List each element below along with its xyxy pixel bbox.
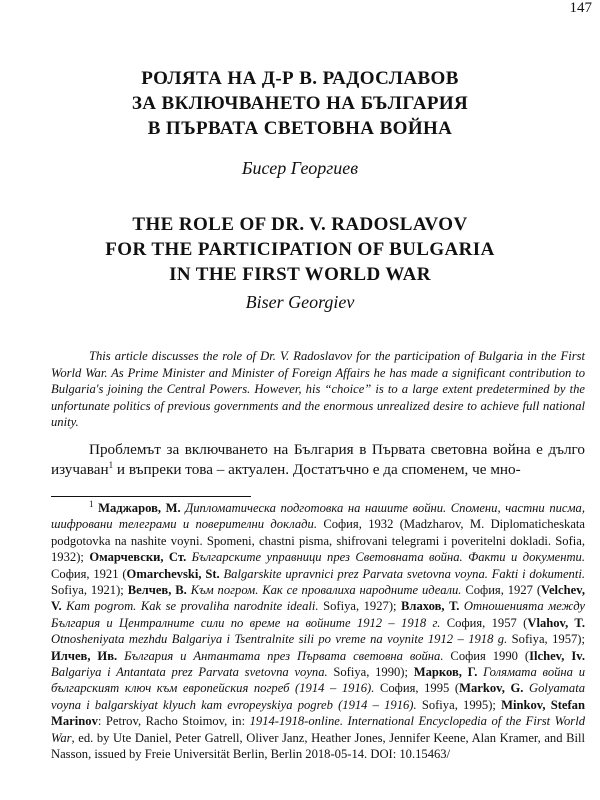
- footnote-segment: Sofiya, 1990);: [327, 665, 414, 680]
- footnote-segment: : Petrov, Racho Stoimov, in:: [97, 714, 250, 729]
- footnote-work-title: Otnosheniyata mezhdu Balgariya i Tsentralnite sili po vreme na voynite 1912 – 1918 g.: [51, 632, 508, 647]
- footnote-work-title: Kam pogrom. Kak se provaliha narodnite ideali.: [66, 599, 319, 614]
- footnote-number: 1: [89, 498, 94, 509]
- page-number: 147: [569, 0, 592, 16]
- footnote-work-title: 1914-1918-online. International Encyclopedia of the First World War: [51, 714, 585, 745]
- footnote-work-title: Българските управници през Световната война. Факти и документи.: [191, 550, 586, 565]
- footnote-work-title: Към погром. Как се провалиха народните идеали.: [190, 583, 462, 598]
- footnote-author: Илчев, Ив.: [51, 648, 118, 663]
- footnote-work-title: Balgariya i Antantata prez Parvata svetovna voyna.: [51, 665, 328, 680]
- english-title-line: FOR THE PARTICIPATION OF BULGARIA: [105, 239, 495, 260]
- footnote-segment: Sofiya, 1927);: [318, 599, 402, 614]
- footnote-work-title: Дипломатическа подготовка на нашите войни. Спомени, частни писма, шифровани телеграми и поверителни доклади.: [51, 501, 585, 532]
- footnote-work-title: Голямата война и българският ключ към европейския погреб (1914 – 1916).: [51, 665, 585, 696]
- body-paragraph: [51, 440, 585, 480]
- english-title-line: IN THE FIRST WORLD WAR: [169, 264, 431, 285]
- footnote-author: Markov, G.: [459, 681, 524, 696]
- bulgarian-title: [0, 66, 600, 141]
- footnote-segment: София, 1921 (: [51, 566, 127, 581]
- footnote-author: Велчев, В.: [127, 583, 187, 598]
- footnote-work-title: Balgarskite upravnici prez Parvata svetovna voyna. Fakti i dokumenti.: [223, 566, 585, 581]
- english-title-line: THE ROLE OF DR. V. RADOSLAVOV: [132, 214, 468, 235]
- footnote-author: Омарчевски, Ст.: [89, 550, 187, 565]
- footnote-body: [51, 498, 586, 762]
- footnote-segment: София, 1927 (: [461, 583, 542, 598]
- footnote-segment: Sofiya, 1957);: [507, 632, 585, 647]
- footnote-segment: София, 1957 (: [440, 615, 528, 630]
- body-text-rest: и въпреки това – актуален. Достатъчно е да споменем, че мно-: [113, 461, 521, 478]
- footnote-segment: , ed. by Ute Daniel, Peter Gatrell, Oliver Janz, Heather Jones, Jennifer Keene, Alan Kramer, and Bill Nasson, issued by Freie Universität Berlin, Berlin 2018-05-14. DOI: 10.15463/: [51, 730, 585, 762]
- footnote: [51, 500, 585, 763]
- footnote-author: Minkov, Stefan Marinov: [51, 697, 585, 729]
- english-title: [0, 212, 600, 287]
- footnote-author: Влахов, Т.: [401, 599, 460, 614]
- footnote-segment: София, 1995 (: [374, 681, 460, 696]
- footnote-author: Vlahov, T.: [527, 615, 585, 630]
- bulgarian-title-line: ЗА ВКЛЮЧВАНЕТО НА БЪЛГАРИЯ: [131, 93, 469, 114]
- footnote-author: Omarchevski, St.: [126, 566, 220, 581]
- bulgarian-title-line: РОЛЯТА НА Д-Р В. РАДОСЛАВОВ: [141, 68, 459, 89]
- abstract: This article discusses the role of Dr. V. Radoslavov for the participation of Bulgaria in the First World War. As Prime Minister and Minister of Foreign Affairs he has made a significant contribution to Bulgaria's joining the Central Powers. However, his “choice” is to a large extent predetermined by the unfortunate politics of previous governments and the enormous unrealized desire to achieve full national unity.: [51, 349, 585, 430]
- footnote-reference[interactable]: 1: [108, 459, 114, 470]
- footnote-author: Маджаров, М.: [98, 501, 181, 515]
- footnote-segment: София, 1932 (Madzharov, M. Diplomaticheskata podgotovka na nashite voyni. Spomeni, chastni pisma, shifrovani telegrami i poveritelni dokladi. Sofia, 1932);: [51, 517, 586, 565]
- body-text-start: Проблемът за включването на България в Първата световна война е дълго изучаван: [51, 441, 585, 478]
- footnote-work-title: България и Антантата през Първата световна война.: [124, 648, 444, 663]
- footnote-segment: София 1990 (: [443, 648, 530, 663]
- bulgarian-title-line: В ПЪРВАТА СВЕТОВНА ВОЙНА: [147, 118, 453, 139]
- bulgarian-author: Бисер Георгиев: [241, 158, 359, 178]
- english-author: Biser Georgiev: [245, 292, 355, 312]
- footnote-author: Velchev, V.: [51, 583, 585, 614]
- footnote-work-title: Отношенията между България и Централните сили по време на войните 1912 – 1918 г.: [51, 599, 586, 630]
- footnote-divider: [51, 496, 251, 497]
- footnote-segment: Sofiya, 1921);: [51, 583, 128, 598]
- footnote-work-title: Golyamata voyna i balgarskiyat klyuch kam evropeyskiya pogreb (1914 – 1916).: [51, 681, 585, 712]
- footnote-author: Ilchev, Iv.: [529, 648, 585, 663]
- footnote-segment: Sofiya, 1995);: [416, 697, 502, 712]
- footnote-author: Марков, Г.: [413, 665, 478, 680]
